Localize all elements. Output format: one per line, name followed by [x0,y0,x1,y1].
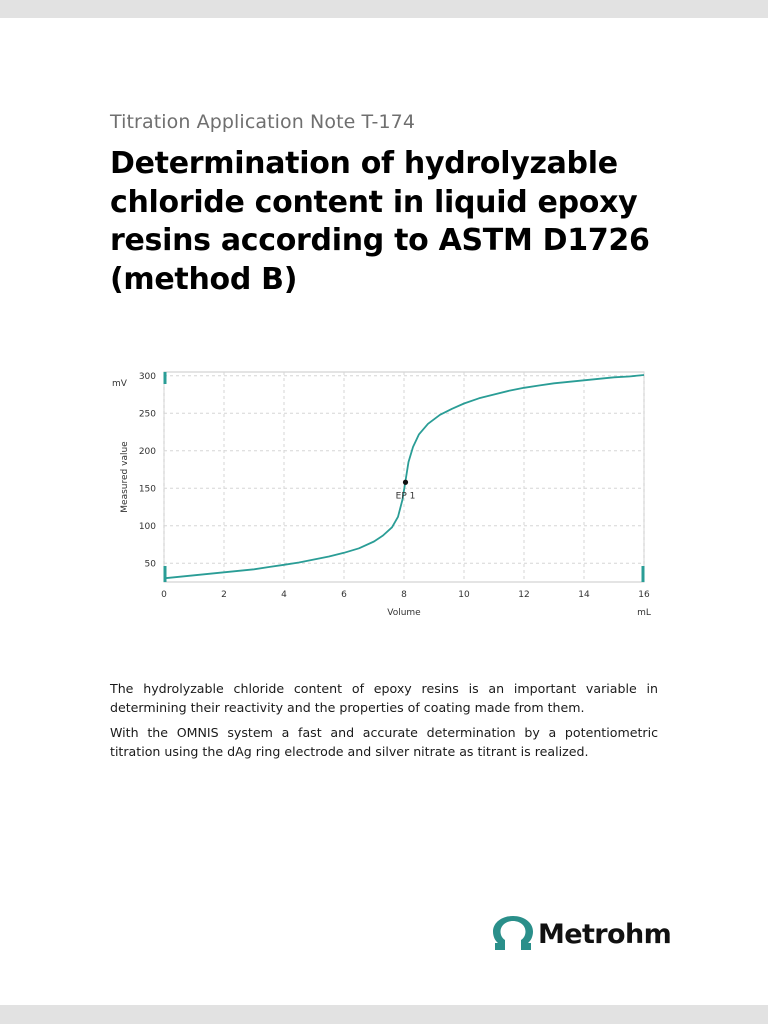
endpoint-label: EP 1 [395,491,416,502]
y-tick-label: 100 [138,521,156,532]
y-tick-label: 50 [144,559,156,570]
document-subtitle: Titration Application Note T-174 [110,111,416,133]
metrohm-omega-icon [492,916,534,952]
y-axis-title: Measured value [120,441,130,513]
titration-chart [108,362,658,624]
method-paragraph: With the OMNIS system a fast and accurate determination by a potentiometric titration using the dAg ring electrode and silver nitrate as titrant is realized. [110,725,658,759]
y-tick-label: 200 [138,446,156,457]
titration-chart-svg [108,362,658,624]
x-axis-title: Volume [387,608,421,618]
document-title: Determination of hydrolyzable chloride content in liquid epoxy resins according to ASTM D1726 (method B) [110,146,650,297]
x-tick-label: 16 [638,590,650,600]
x-tick-label: 10 [458,590,470,600]
x-tick-label: 8 [401,590,407,600]
endpoint-marker [403,480,408,485]
x-tick-label: 4 [281,590,287,600]
bottom-band [0,1005,768,1024]
x-tick-label: 14 [578,590,590,600]
y-tick-label: 250 [138,409,156,420]
x-tick-label: 2 [221,590,227,600]
top-band [0,0,768,18]
y-tick-label: 300 [138,371,156,382]
intro-paragraph: The hydrolyzable chloride content of epoxy resins is an important variable in determining their reactivity and the properties of coating made from them. [110,681,658,715]
metrohm-logo [492,914,671,954]
x-tick-label: 6 [341,590,347,600]
x-tick-label: 12 [518,590,530,600]
x-unit-label: mL [637,608,651,618]
y-unit-label: mV [112,378,127,389]
brand-name: Metrohm [538,918,672,950]
x-tick-label: 0 [161,590,167,600]
y-tick-label: 150 [138,484,156,495]
